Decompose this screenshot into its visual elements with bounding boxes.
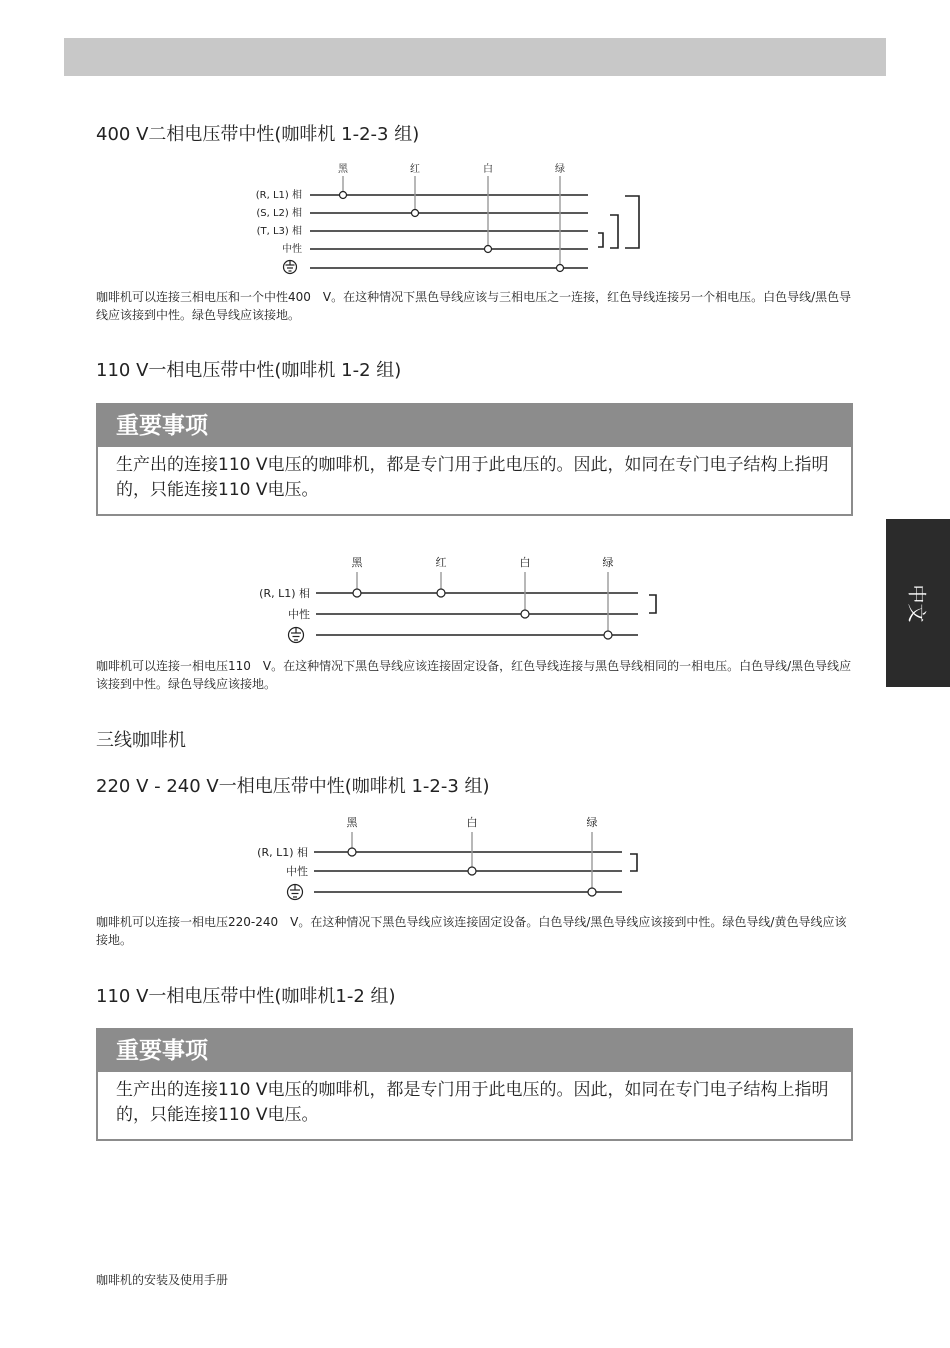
junction-dot xyxy=(437,589,445,597)
notice-box xyxy=(96,403,853,516)
junction-dot xyxy=(588,888,596,896)
page-footer: 咖啡机的安装及使用手册 xyxy=(96,1273,229,1287)
language-tab-label: 中文 xyxy=(905,583,928,623)
wire-color-label: 绿 xyxy=(586,816,598,829)
line-label: 中性 xyxy=(282,244,302,255)
language-side-tab xyxy=(886,519,950,687)
ground-symbol-icon xyxy=(284,261,297,274)
junction-dot xyxy=(468,867,476,875)
junction-dot xyxy=(521,610,529,618)
junction-dot xyxy=(340,192,347,199)
ground-symbol-icon xyxy=(289,628,304,643)
junction-dot xyxy=(604,631,612,639)
wire-color-label: 黑 xyxy=(351,556,363,569)
section-heading: 220 V - 240 V一相电压带中性(咖啡机 1-2-3 组) xyxy=(96,776,490,797)
wire-color-label: 白 xyxy=(466,816,478,829)
junction-dot xyxy=(353,589,361,597)
line-label: (R, L1) 相 xyxy=(255,190,302,201)
wire-color-label: 白 xyxy=(483,164,493,175)
notice-box xyxy=(96,1028,853,1141)
section-subtitle: 三线咖啡机 xyxy=(96,730,186,751)
section-heading: 110 V一相电压带中性(咖啡机1-2 组) xyxy=(96,986,396,1007)
wire-color-label: 绿 xyxy=(602,556,614,569)
wiring-diagram-three-phase xyxy=(240,156,660,280)
section-heading: 110 V一相电压带中性(咖啡机 1-2 组) xyxy=(96,360,402,381)
junction-dot xyxy=(348,848,356,856)
junction-dot xyxy=(557,265,564,272)
line-label: (R, L1) 相 xyxy=(257,846,308,859)
bracket-mark xyxy=(649,595,656,613)
line-label: (T, L3) 相 xyxy=(256,226,302,237)
wiring-diagram-single-phase-220v xyxy=(240,812,660,906)
section-description: 咖啡机可以连接一相电压220-240 V。在这种情况下黑色导线应该连接固定设备。白色导线/黑色导线应该接到中性。绿色导线/黄色导线应该接地。 xyxy=(96,915,847,947)
page-header-bar xyxy=(64,38,886,76)
section-heading: 400 V二相电压带中性(咖啡机 1-2-3 组) xyxy=(96,124,420,145)
section-description: 咖啡机可以连接三相电压和一个中性400 V。在这种情况下黑色导线应该与三相电压之一连接，红色导线连接另一个相电压。白色导线/黑色导线应该接到中性。绿色导线应该接地。 xyxy=(96,290,852,322)
notice-body: 生产出的连接110 V电压的咖啡机，都是专门用于此电压的。因此，如同在专门电子结构上指明的，只能连接110 V电压。 xyxy=(116,455,829,500)
notice-title: 重要事项 xyxy=(98,405,851,447)
line-label: 中性 xyxy=(288,608,310,621)
wire-color-label: 黑 xyxy=(338,164,348,175)
wire-color-label: 白 xyxy=(519,556,531,569)
junction-dot xyxy=(412,210,419,217)
section-description: 咖啡机可以连接一相电压110 V。在这种情况下黑色导线应该连接固定设备，红色导线连接与黑色导线相同的一相电压。白色导线/黑色导线应该接到中性。绿色导线应该接地。 xyxy=(96,659,852,691)
junction-dot xyxy=(485,246,492,253)
line-label: 中性 xyxy=(286,865,308,878)
wire-color-label: 绿 xyxy=(555,164,565,175)
line-label: (R, L1) 相 xyxy=(259,587,310,600)
ground-symbol-icon xyxy=(288,885,303,900)
line-label: (S, L2) 相 xyxy=(256,208,302,219)
bracket-mark xyxy=(598,196,639,248)
notice-body: 生产出的连接110 V电压的咖啡机，都是专门用于此电压的。因此，如同在专门电子结构上指明的，只能连接110 V电压。 xyxy=(116,1080,829,1125)
wire-color-label: 红 xyxy=(410,164,420,175)
bracket-mark xyxy=(630,854,637,871)
wiring-diagram-single-phase-110v xyxy=(240,548,670,648)
wire-color-label: 黑 xyxy=(346,816,358,829)
notice-title: 重要事项 xyxy=(98,1030,851,1072)
wire-color-label: 红 xyxy=(435,556,447,569)
